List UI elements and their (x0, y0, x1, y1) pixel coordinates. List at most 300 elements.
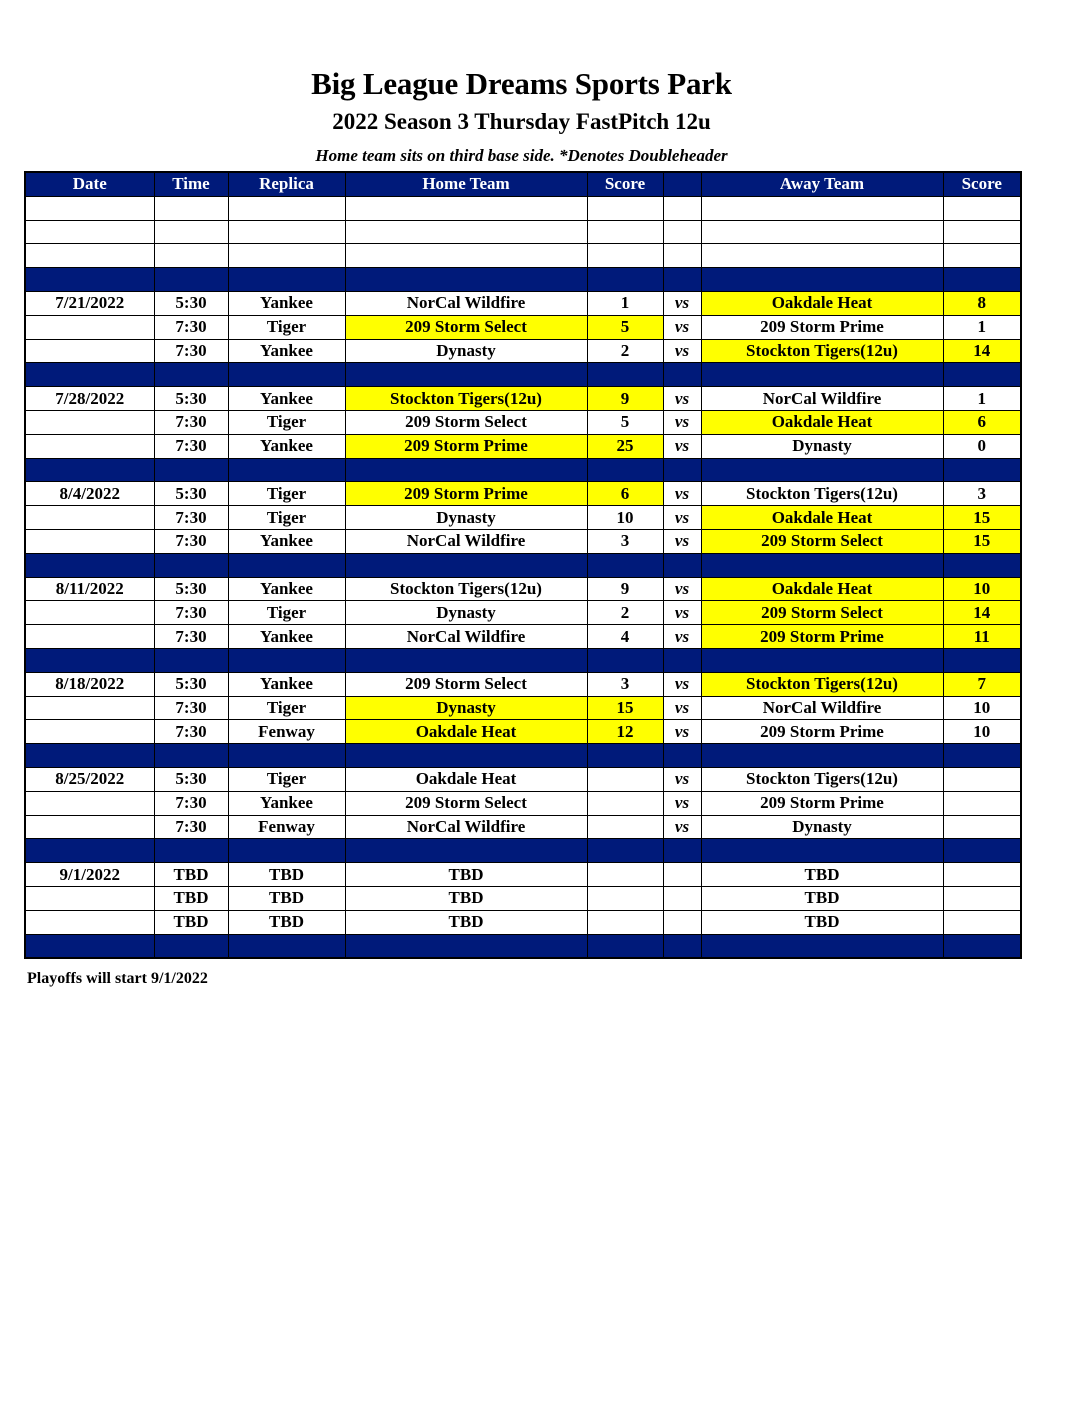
date-cell (25, 839, 154, 863)
home-score-cell (587, 268, 663, 292)
time-cell: 7:30 (154, 720, 228, 744)
replica-cell: Yankee (228, 672, 345, 696)
home-team-cell: NorCal Wildfire (345, 291, 587, 315)
home-team-cell: Dynasty (345, 696, 587, 720)
time-cell: 7:30 (154, 791, 228, 815)
vs-cell (663, 196, 701, 220)
away-team-cell: Stockton Tigers(12u) (701, 767, 943, 791)
game-row (25, 387, 1021, 411)
time-cell (154, 744, 228, 768)
time-cell (154, 934, 228, 958)
home-score-cell (587, 744, 663, 768)
date-cell (25, 934, 154, 958)
away-team-cell (701, 839, 943, 863)
date-cell (25, 268, 154, 292)
away-score-cell (943, 363, 1021, 387)
date-cell: 8/11/2022 (25, 577, 154, 601)
date-cell (25, 410, 154, 434)
vs-cell (663, 910, 701, 934)
time-cell: TBD (154, 863, 228, 887)
away-team-cell: Oakdale Heat (701, 291, 943, 315)
time-cell: 5:30 (154, 577, 228, 601)
time-cell: 7:30 (154, 339, 228, 363)
home-team-cell (345, 458, 587, 482)
away-score-cell: 1 (943, 315, 1021, 339)
vs-cell: vs (663, 410, 701, 434)
away-score-cell: 15 (943, 529, 1021, 553)
time-cell (154, 244, 228, 268)
date-cell: 9/1/2022 (25, 863, 154, 887)
game-row (25, 482, 1021, 506)
time-cell: 7:30 (154, 506, 228, 530)
home-score-cell: 5 (587, 315, 663, 339)
column-header-vs (663, 172, 701, 196)
date-cell: 8/25/2022 (25, 767, 154, 791)
separator-row (25, 744, 1021, 768)
away-score-cell: 7 (943, 672, 1021, 696)
date-cell (25, 720, 154, 744)
column-header-away-team: Away Team (701, 172, 943, 196)
game-row (25, 315, 1021, 339)
away-team-cell: Oakdale Heat (701, 410, 943, 434)
vs-cell (663, 363, 701, 387)
replica-cell: TBD (228, 886, 345, 910)
away-score-cell (943, 268, 1021, 292)
away-team-cell (701, 648, 943, 672)
date-cell: 7/21/2022 (25, 291, 154, 315)
home-team-cell: NorCal Wildfire (345, 529, 587, 553)
game-row (25, 863, 1021, 887)
vs-cell: vs (663, 482, 701, 506)
home-team-cell (345, 244, 587, 268)
home-score-cell: 9 (587, 577, 663, 601)
game-row (25, 339, 1021, 363)
column-header-home-score: Score (587, 172, 663, 196)
home-score-cell: 12 (587, 720, 663, 744)
home-team-cell (345, 220, 587, 244)
replica-cell: Tiger (228, 767, 345, 791)
away-team-cell: TBD (701, 910, 943, 934)
away-team-cell: 209 Storm Select (701, 529, 943, 553)
vs-cell: vs (663, 577, 701, 601)
away-team-cell (701, 268, 943, 292)
home-team-cell: NorCal Wildfire (345, 625, 587, 649)
time-cell: TBD (154, 886, 228, 910)
home-score-cell: 4 (587, 625, 663, 649)
away-team-cell: Dynasty (701, 434, 943, 458)
schedule-table (24, 171, 1022, 959)
vs-cell (663, 648, 701, 672)
home-team-cell: NorCal Wildfire (345, 815, 587, 839)
separator-row (25, 839, 1021, 863)
away-score-cell (943, 244, 1021, 268)
home-score-cell: 9 (587, 387, 663, 411)
date-cell (25, 696, 154, 720)
time-cell (154, 839, 228, 863)
date-cell (25, 648, 154, 672)
replica-cell: TBD (228, 910, 345, 934)
time-cell: 5:30 (154, 767, 228, 791)
home-score-cell: 2 (587, 339, 663, 363)
home-team-cell: 209 Storm Select (345, 410, 587, 434)
replica-cell (228, 220, 345, 244)
home-team-cell (345, 744, 587, 768)
game-row (25, 291, 1021, 315)
replica-cell (228, 244, 345, 268)
game-row (25, 529, 1021, 553)
date-cell (25, 625, 154, 649)
vs-cell: vs (663, 506, 701, 530)
away-score-cell: 11 (943, 625, 1021, 649)
home-score-cell: 6 (587, 482, 663, 506)
vs-cell (663, 886, 701, 910)
time-cell: 7:30 (154, 410, 228, 434)
away-score-cell: 1 (943, 387, 1021, 411)
time-cell: 5:30 (154, 291, 228, 315)
time-cell (154, 648, 228, 672)
separator-row (25, 648, 1021, 672)
vs-cell: vs (663, 815, 701, 839)
home-team-cell (345, 268, 587, 292)
vs-cell (663, 553, 701, 577)
date-cell (25, 196, 154, 220)
time-cell: 5:30 (154, 672, 228, 696)
vs-cell: vs (663, 791, 701, 815)
date-cell (25, 339, 154, 363)
replica-cell (228, 196, 345, 220)
home-team-cell: 209 Storm Prime (345, 482, 587, 506)
game-row (25, 720, 1021, 744)
home-team-cell: Oakdale Heat (345, 767, 587, 791)
replica-cell: Tiger (228, 315, 345, 339)
away-score-cell: 10 (943, 577, 1021, 601)
date-cell (25, 815, 154, 839)
date-cell: 8/4/2022 (25, 482, 154, 506)
home-score-cell (587, 767, 663, 791)
away-score-cell (943, 839, 1021, 863)
vs-cell: vs (663, 339, 701, 363)
column-header-time: Time (154, 172, 228, 196)
home-team-cell (345, 648, 587, 672)
replica-cell: Yankee (228, 529, 345, 553)
game-row (25, 696, 1021, 720)
away-score-cell: 8 (943, 291, 1021, 315)
game-row (25, 625, 1021, 649)
date-cell: 7/28/2022 (25, 387, 154, 411)
time-cell (154, 363, 228, 387)
time-cell: 7:30 (154, 625, 228, 649)
game-row (25, 410, 1021, 434)
vs-cell (663, 934, 701, 958)
game-row (25, 815, 1021, 839)
replica-cell: Yankee (228, 625, 345, 649)
page-subtitle: 2022 Season 3 Thursday FastPitch 12u (332, 109, 711, 134)
separator-row (25, 934, 1021, 958)
replica-cell: Fenway (228, 720, 345, 744)
game-row (25, 434, 1021, 458)
date-cell: 8/18/2022 (25, 672, 154, 696)
away-score-cell (943, 648, 1021, 672)
away-team-cell: Oakdale Heat (701, 506, 943, 530)
date-cell (25, 601, 154, 625)
away-team-cell (701, 196, 943, 220)
time-cell: 7:30 (154, 434, 228, 458)
separator-row (25, 553, 1021, 577)
time-cell (154, 196, 228, 220)
home-score-cell (587, 886, 663, 910)
time-cell: 7:30 (154, 601, 228, 625)
away-score-cell: 0 (943, 434, 1021, 458)
replica-cell: Yankee (228, 434, 345, 458)
replica-cell (228, 363, 345, 387)
away-team-cell (701, 934, 943, 958)
replica-cell: Yankee (228, 577, 345, 601)
time-cell (154, 268, 228, 292)
home-team-cell (345, 839, 587, 863)
time-cell (154, 220, 228, 244)
home-score-cell (587, 363, 663, 387)
home-score-cell (587, 839, 663, 863)
away-team-cell: Stockton Tigers(12u) (701, 482, 943, 506)
away-score-cell: 14 (943, 601, 1021, 625)
home-team-cell (345, 363, 587, 387)
away-score-cell (943, 220, 1021, 244)
away-team-cell (701, 744, 943, 768)
away-team-cell: 209 Storm Prime (701, 791, 943, 815)
home-team-cell (345, 553, 587, 577)
home-team-cell: TBD (345, 910, 587, 934)
date-cell (25, 791, 154, 815)
away-team-cell: 209 Storm Prime (701, 625, 943, 649)
column-header-away-score: Score (943, 172, 1021, 196)
home-score-cell: 1 (587, 291, 663, 315)
away-team-cell: TBD (701, 886, 943, 910)
away-score-cell: 3 (943, 482, 1021, 506)
home-team-cell: TBD (345, 863, 587, 887)
home-score-cell (587, 791, 663, 815)
away-score-cell (943, 196, 1021, 220)
column-header-date: Date (25, 172, 154, 196)
away-team-cell (701, 553, 943, 577)
away-team-cell: 209 Storm Prime (701, 315, 943, 339)
home-score-cell (587, 196, 663, 220)
header-row (25, 172, 1021, 196)
home-score-cell: 10 (587, 506, 663, 530)
away-score-cell (943, 863, 1021, 887)
time-cell: 7:30 (154, 815, 228, 839)
home-team-cell: TBD (345, 886, 587, 910)
home-team-cell: Oakdale Heat (345, 720, 587, 744)
home-team-cell (345, 196, 587, 220)
replica-cell: Yankee (228, 387, 345, 411)
replica-cell: Tiger (228, 410, 345, 434)
game-row (25, 506, 1021, 530)
column-header-home-team: Home Team (345, 172, 587, 196)
vs-cell: vs (663, 434, 701, 458)
date-cell (25, 529, 154, 553)
time-cell: 5:30 (154, 387, 228, 411)
away-score-cell (943, 791, 1021, 815)
vs-cell (663, 244, 701, 268)
home-score-cell (587, 244, 663, 268)
replica-cell: Yankee (228, 791, 345, 815)
replica-cell (228, 268, 345, 292)
home-score-cell (587, 815, 663, 839)
away-score-cell (943, 934, 1021, 958)
replica-cell (228, 458, 345, 482)
date-cell (25, 315, 154, 339)
vs-cell: vs (663, 315, 701, 339)
date-cell (25, 910, 154, 934)
vs-cell (663, 458, 701, 482)
home-score-cell (587, 934, 663, 958)
game-row (25, 577, 1021, 601)
home-score-cell: 2 (587, 601, 663, 625)
column-header-replica: Replica (228, 172, 345, 196)
date-cell (25, 434, 154, 458)
game-row (25, 791, 1021, 815)
home-score-cell (587, 863, 663, 887)
separator-row (25, 363, 1021, 387)
away-team-cell: 209 Storm Select (701, 601, 943, 625)
away-score-cell: 10 (943, 720, 1021, 744)
blank-row (25, 196, 1021, 220)
replica-cell: Tiger (228, 506, 345, 530)
replica-cell: Tiger (228, 601, 345, 625)
away-score-cell (943, 744, 1021, 768)
away-score-cell (943, 886, 1021, 910)
away-team-cell: Dynasty (701, 815, 943, 839)
replica-cell: Tiger (228, 482, 345, 506)
vs-cell: vs (663, 720, 701, 744)
replica-cell: Yankee (228, 291, 345, 315)
vs-cell: vs (663, 767, 701, 791)
home-team-cell: 209 Storm Select (345, 791, 587, 815)
vs-cell: vs (663, 696, 701, 720)
home-score-cell: 25 (587, 434, 663, 458)
page-title: Big League Dreams Sports Park (311, 66, 732, 101)
game-row (25, 910, 1021, 934)
away-score-cell (943, 767, 1021, 791)
away-team-cell: 209 Storm Prime (701, 720, 943, 744)
away-team-cell: TBD (701, 863, 943, 887)
vs-cell: vs (663, 387, 701, 411)
home-score-cell: 3 (587, 529, 663, 553)
replica-cell: Fenway (228, 815, 345, 839)
home-score-cell (587, 220, 663, 244)
home-score-cell: 15 (587, 696, 663, 720)
replica-cell (228, 934, 345, 958)
date-cell (25, 744, 154, 768)
away-score-cell (943, 910, 1021, 934)
vs-cell (663, 268, 701, 292)
away-team-cell: NorCal Wildfire (701, 696, 943, 720)
replica-cell (228, 744, 345, 768)
time-cell: 7:30 (154, 696, 228, 720)
date-cell (25, 553, 154, 577)
game-row (25, 767, 1021, 791)
away-score-cell: 6 (943, 410, 1021, 434)
replica-cell: Tiger (228, 696, 345, 720)
home-team-cell: Stockton Tigers(12u) (345, 577, 587, 601)
game-row (25, 672, 1021, 696)
away-team-cell (701, 458, 943, 482)
home-team-cell: Dynasty (345, 506, 587, 530)
replica-cell: TBD (228, 863, 345, 887)
replica-cell (228, 553, 345, 577)
away-score-cell (943, 553, 1021, 577)
vs-cell: vs (663, 529, 701, 553)
date-cell (25, 363, 154, 387)
home-team-cell: 209 Storm Prime (345, 434, 587, 458)
away-team-cell (701, 244, 943, 268)
away-score-cell (943, 815, 1021, 839)
home-team-cell: Stockton Tigers(12u) (345, 387, 587, 411)
home-team-cell (345, 934, 587, 958)
blank-row (25, 244, 1021, 268)
home-team-cell: Dynasty (345, 339, 587, 363)
separator-row (25, 458, 1021, 482)
home-score-cell (587, 910, 663, 934)
vs-cell (663, 863, 701, 887)
home-score-cell (587, 458, 663, 482)
playoffs-note: Playoffs will start 9/1/2022 (27, 970, 208, 987)
home-score-cell (587, 648, 663, 672)
game-row (25, 601, 1021, 625)
away-team-cell: Oakdale Heat (701, 577, 943, 601)
time-cell: TBD (154, 910, 228, 934)
schedule-note: Home team sits on third base side. *Denotes Doubleheader (315, 146, 728, 165)
replica-cell: Yankee (228, 339, 345, 363)
time-cell (154, 553, 228, 577)
vs-cell: vs (663, 601, 701, 625)
vs-cell (663, 839, 701, 863)
time-cell (154, 458, 228, 482)
time-cell: 5:30 (154, 482, 228, 506)
away-score-cell (943, 458, 1021, 482)
home-score-cell (587, 553, 663, 577)
home-score-cell: 3 (587, 672, 663, 696)
home-score-cell: 5 (587, 410, 663, 434)
date-cell (25, 506, 154, 530)
game-row (25, 886, 1021, 910)
vs-cell: vs (663, 291, 701, 315)
away-team-cell: Stockton Tigers(12u) (701, 339, 943, 363)
date-cell (25, 886, 154, 910)
vs-cell (663, 744, 701, 768)
away-team-cell (701, 363, 943, 387)
replica-cell (228, 648, 345, 672)
home-team-cell: 209 Storm Select (345, 315, 587, 339)
away-score-cell: 10 (943, 696, 1021, 720)
away-score-cell: 15 (943, 506, 1021, 530)
separator-row (25, 268, 1021, 292)
away-team-cell: NorCal Wildfire (701, 387, 943, 411)
home-team-cell: Dynasty (345, 601, 587, 625)
replica-cell (228, 839, 345, 863)
blank-row (25, 220, 1021, 244)
time-cell: 7:30 (154, 529, 228, 553)
time-cell: 7:30 (154, 315, 228, 339)
away-score-cell: 14 (943, 339, 1021, 363)
date-cell (25, 220, 154, 244)
away-team-cell (701, 220, 943, 244)
home-team-cell: 209 Storm Select (345, 672, 587, 696)
away-team-cell: Stockton Tigers(12u) (701, 672, 943, 696)
date-cell (25, 244, 154, 268)
vs-cell (663, 220, 701, 244)
vs-cell: vs (663, 672, 701, 696)
